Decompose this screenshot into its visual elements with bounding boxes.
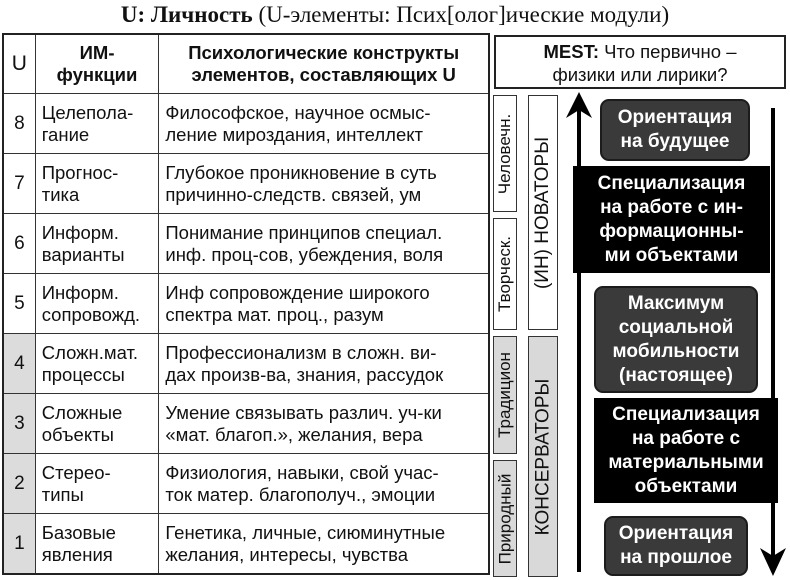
- row-number: 6: [3, 214, 35, 274]
- row-description: Инф сопровождение широкого спектра мат. проц., разум: [159, 274, 489, 334]
- title-bold: U: Личность: [120, 2, 253, 27]
- label-tradicion: Традицион: [493, 336, 517, 454]
- row-function: Информ. варианты: [35, 214, 159, 274]
- table-row: [3, 154, 489, 214]
- table-row: [3, 514, 489, 575]
- header-u: U: [3, 34, 35, 94]
- table-row: [3, 94, 489, 154]
- row-number: 7: [3, 154, 35, 214]
- header-constructs: Психологические конструкты элементов, составляющих U: [159, 34, 489, 94]
- row-number: 3: [3, 394, 35, 454]
- box-past-orientation: Ориентация на прошлое: [604, 516, 748, 576]
- row-function: Прогнос- тика: [35, 154, 159, 214]
- row-function: Целепола- гание: [35, 94, 159, 154]
- label-novatory: (ИН) НОВАТОРЫ: [528, 95, 558, 330]
- mest-header: MEST: Что первично – физики или лирики?: [494, 35, 786, 89]
- label-tvorchesk: Творческ.: [493, 218, 517, 330]
- header-functions: ИМ- функции: [35, 34, 159, 94]
- box-future-orientation: Ориентация на будущее: [600, 99, 750, 161]
- label-konservatory: КОНСЕРВАТОРЫ: [528, 336, 558, 577]
- row-number: 2: [3, 454, 35, 514]
- row-description: Профессионализм в сложн. ви- дах произв-ва, знания, рассудок: [159, 334, 489, 394]
- row-description: Понимание принципов специал. инф. проц-сов, убеждения, воля: [159, 214, 489, 274]
- label-chelovechn: Человечн.: [493, 95, 517, 212]
- row-description: Умение связывать различ. уч-ки «мат. благоп.», желания, вера: [159, 394, 489, 454]
- label-prirodny: Природный: [493, 460, 517, 577]
- row-function: Информ. сопровожд.: [35, 274, 159, 334]
- row-function: Сложные объекты: [35, 394, 159, 454]
- elements-table: [2, 33, 490, 575]
- row-description: Генетика, личные, сиюминутные желания, интересы, чувства: [159, 514, 489, 575]
- row-number: 1: [3, 514, 35, 575]
- row-description: Глубокое проникновение в суть причинно-следств. связей, ум: [159, 154, 489, 214]
- row-number: 8: [3, 94, 35, 154]
- row-description: Физиология, навыки, свой учас- ток матер. благополуч., эмоции: [159, 454, 489, 514]
- table-header-row: [3, 34, 489, 94]
- title-rest: (U-элементы: Псих[олог]ические модули): [252, 2, 670, 27]
- up-arrow-icon: [566, 92, 592, 118]
- table-row: [3, 334, 489, 394]
- box-info-specialization: Специализация на работе с ин- формационны- ми объектами: [573, 166, 770, 273]
- table-row: [3, 454, 489, 514]
- down-arrow-icon: [760, 548, 786, 576]
- page-title: [0, 0, 790, 30]
- box-social-mobility: Максимум социальной мобильности (настоящее): [594, 286, 758, 393]
- row-description: Философское, научное осмыс- ление мироздания, интеллект: [159, 94, 489, 154]
- table-row: [3, 274, 489, 334]
- row-function: Сложн.мат. процессы: [35, 334, 159, 394]
- table-row: [3, 214, 489, 274]
- row-number: 4: [3, 334, 35, 394]
- table-row: [3, 394, 489, 454]
- row-function: Стерео- типы: [35, 454, 159, 514]
- box-material-specialization: Специализация на работе с материальными объектами: [594, 398, 778, 503]
- row-number: 5: [3, 274, 35, 334]
- row-function: Базовые явления: [35, 514, 159, 575]
